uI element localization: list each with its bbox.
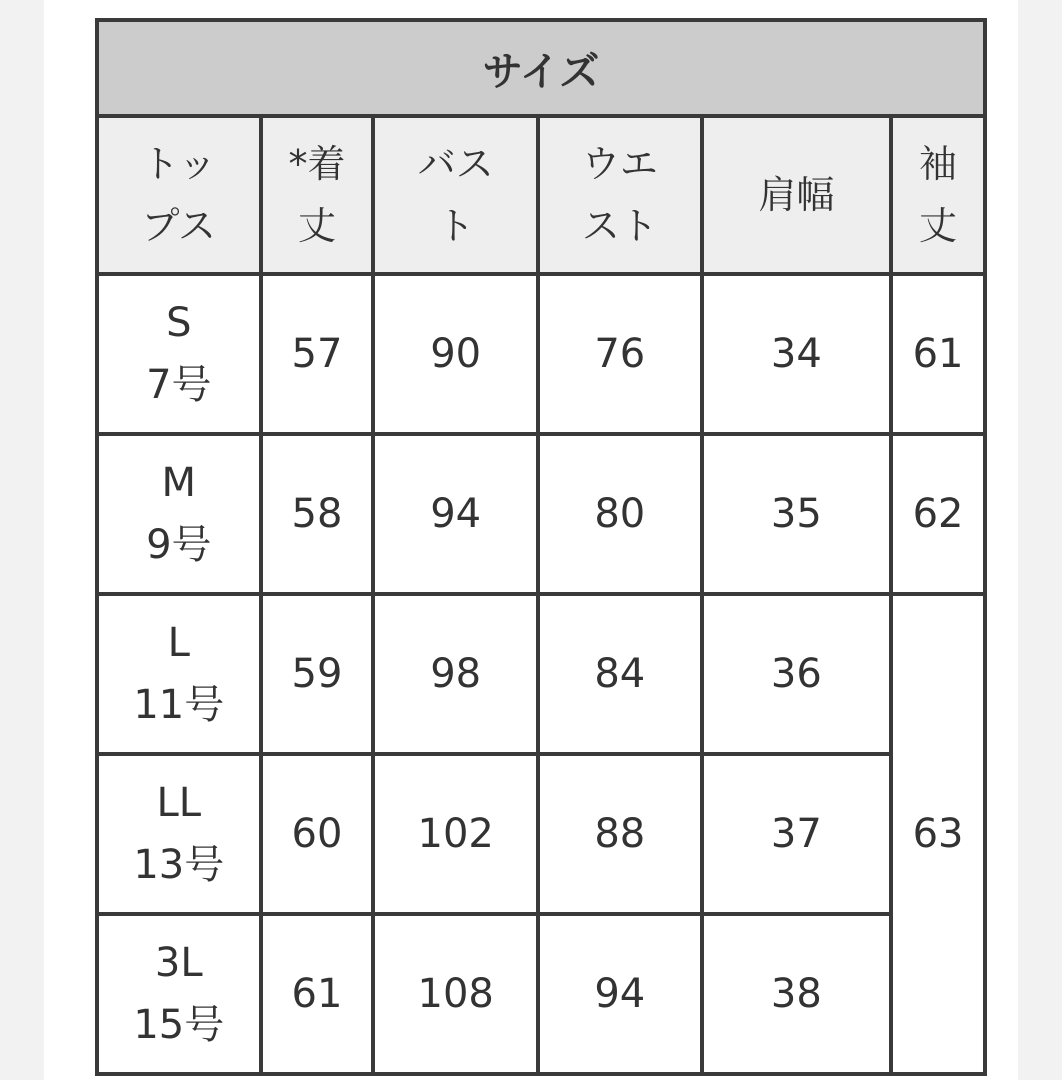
size-table [95, 18, 987, 1076]
table-row [97, 914, 985, 1074]
size-label: L [167, 620, 190, 666]
header-waist-line1: ウエ [581, 142, 658, 186]
waist-cell: 88 [538, 754, 702, 914]
size-number: 11号 [133, 682, 225, 728]
size-number: 9号 [146, 522, 212, 568]
sleeve-cell: 62 [891, 434, 985, 594]
header-length [261, 116, 374, 274]
header-bust-line1: バス [417, 142, 494, 186]
shoulder-cell: 36 [702, 594, 891, 754]
header-length-line1: *着 [288, 142, 346, 186]
shoulder-cell: 37 [702, 754, 891, 914]
bust-cell: 102 [373, 754, 538, 914]
header-row [97, 116, 985, 274]
page-content [44, 0, 1018, 1080]
length-cell: 60 [261, 754, 374, 914]
size-label: LL [156, 780, 202, 826]
waist-cell: 80 [538, 434, 702, 594]
header-waist-line2: スト [581, 204, 658, 248]
size-label: M [161, 460, 197, 506]
length-cell: 61 [261, 914, 374, 1074]
header-bust-line2: ト [436, 204, 475, 248]
header-bust [373, 116, 538, 274]
table-title: サイズ [97, 20, 985, 116]
header-tops [97, 116, 261, 274]
bust-cell: 94 [373, 434, 538, 594]
size-cell [97, 594, 261, 754]
size-number: 13号 [133, 842, 225, 888]
waist-cell: 94 [538, 914, 702, 1074]
size-label: 3L [154, 940, 203, 986]
size-cell [97, 754, 261, 914]
header-sleeve [891, 116, 985, 274]
table-row [97, 434, 985, 594]
header-sleeve-line2: 丈 [919, 204, 958, 248]
title-row [97, 20, 985, 116]
sleeve-cell-merged: 63 [891, 594, 985, 1074]
header-shoulder [702, 116, 891, 274]
length-cell: 58 [261, 434, 374, 594]
bust-cell: 90 [373, 274, 538, 434]
size-label: S [166, 300, 192, 346]
table-row [97, 594, 985, 754]
header-length-line2: 丈 [297, 204, 336, 248]
shoulder-cell: 38 [702, 914, 891, 1074]
header-tops-line2: プス [141, 204, 217, 248]
size-cell [97, 914, 261, 1074]
shoulder-cell: 35 [702, 434, 891, 594]
waist-cell: 76 [538, 274, 702, 434]
table-row [97, 754, 985, 914]
header-waist [538, 116, 702, 274]
bust-cell: 108 [373, 914, 538, 1074]
header-sleeve-line1: 袖 [919, 142, 958, 186]
size-number: 15号 [133, 1002, 225, 1048]
shoulder-cell: 34 [702, 274, 891, 434]
size-number: 7号 [146, 362, 212, 408]
sleeve-cell: 61 [891, 274, 985, 434]
bust-cell: 98 [373, 594, 538, 754]
size-cell [97, 434, 261, 594]
waist-cell: 84 [538, 594, 702, 754]
length-cell: 59 [261, 594, 374, 754]
length-cell: 57 [261, 274, 374, 434]
header-tops-line1: トッ [141, 142, 217, 186]
table-row [97, 274, 985, 434]
size-cell [97, 274, 261, 434]
header-shoulder-line1: 肩幅 [758, 173, 835, 217]
